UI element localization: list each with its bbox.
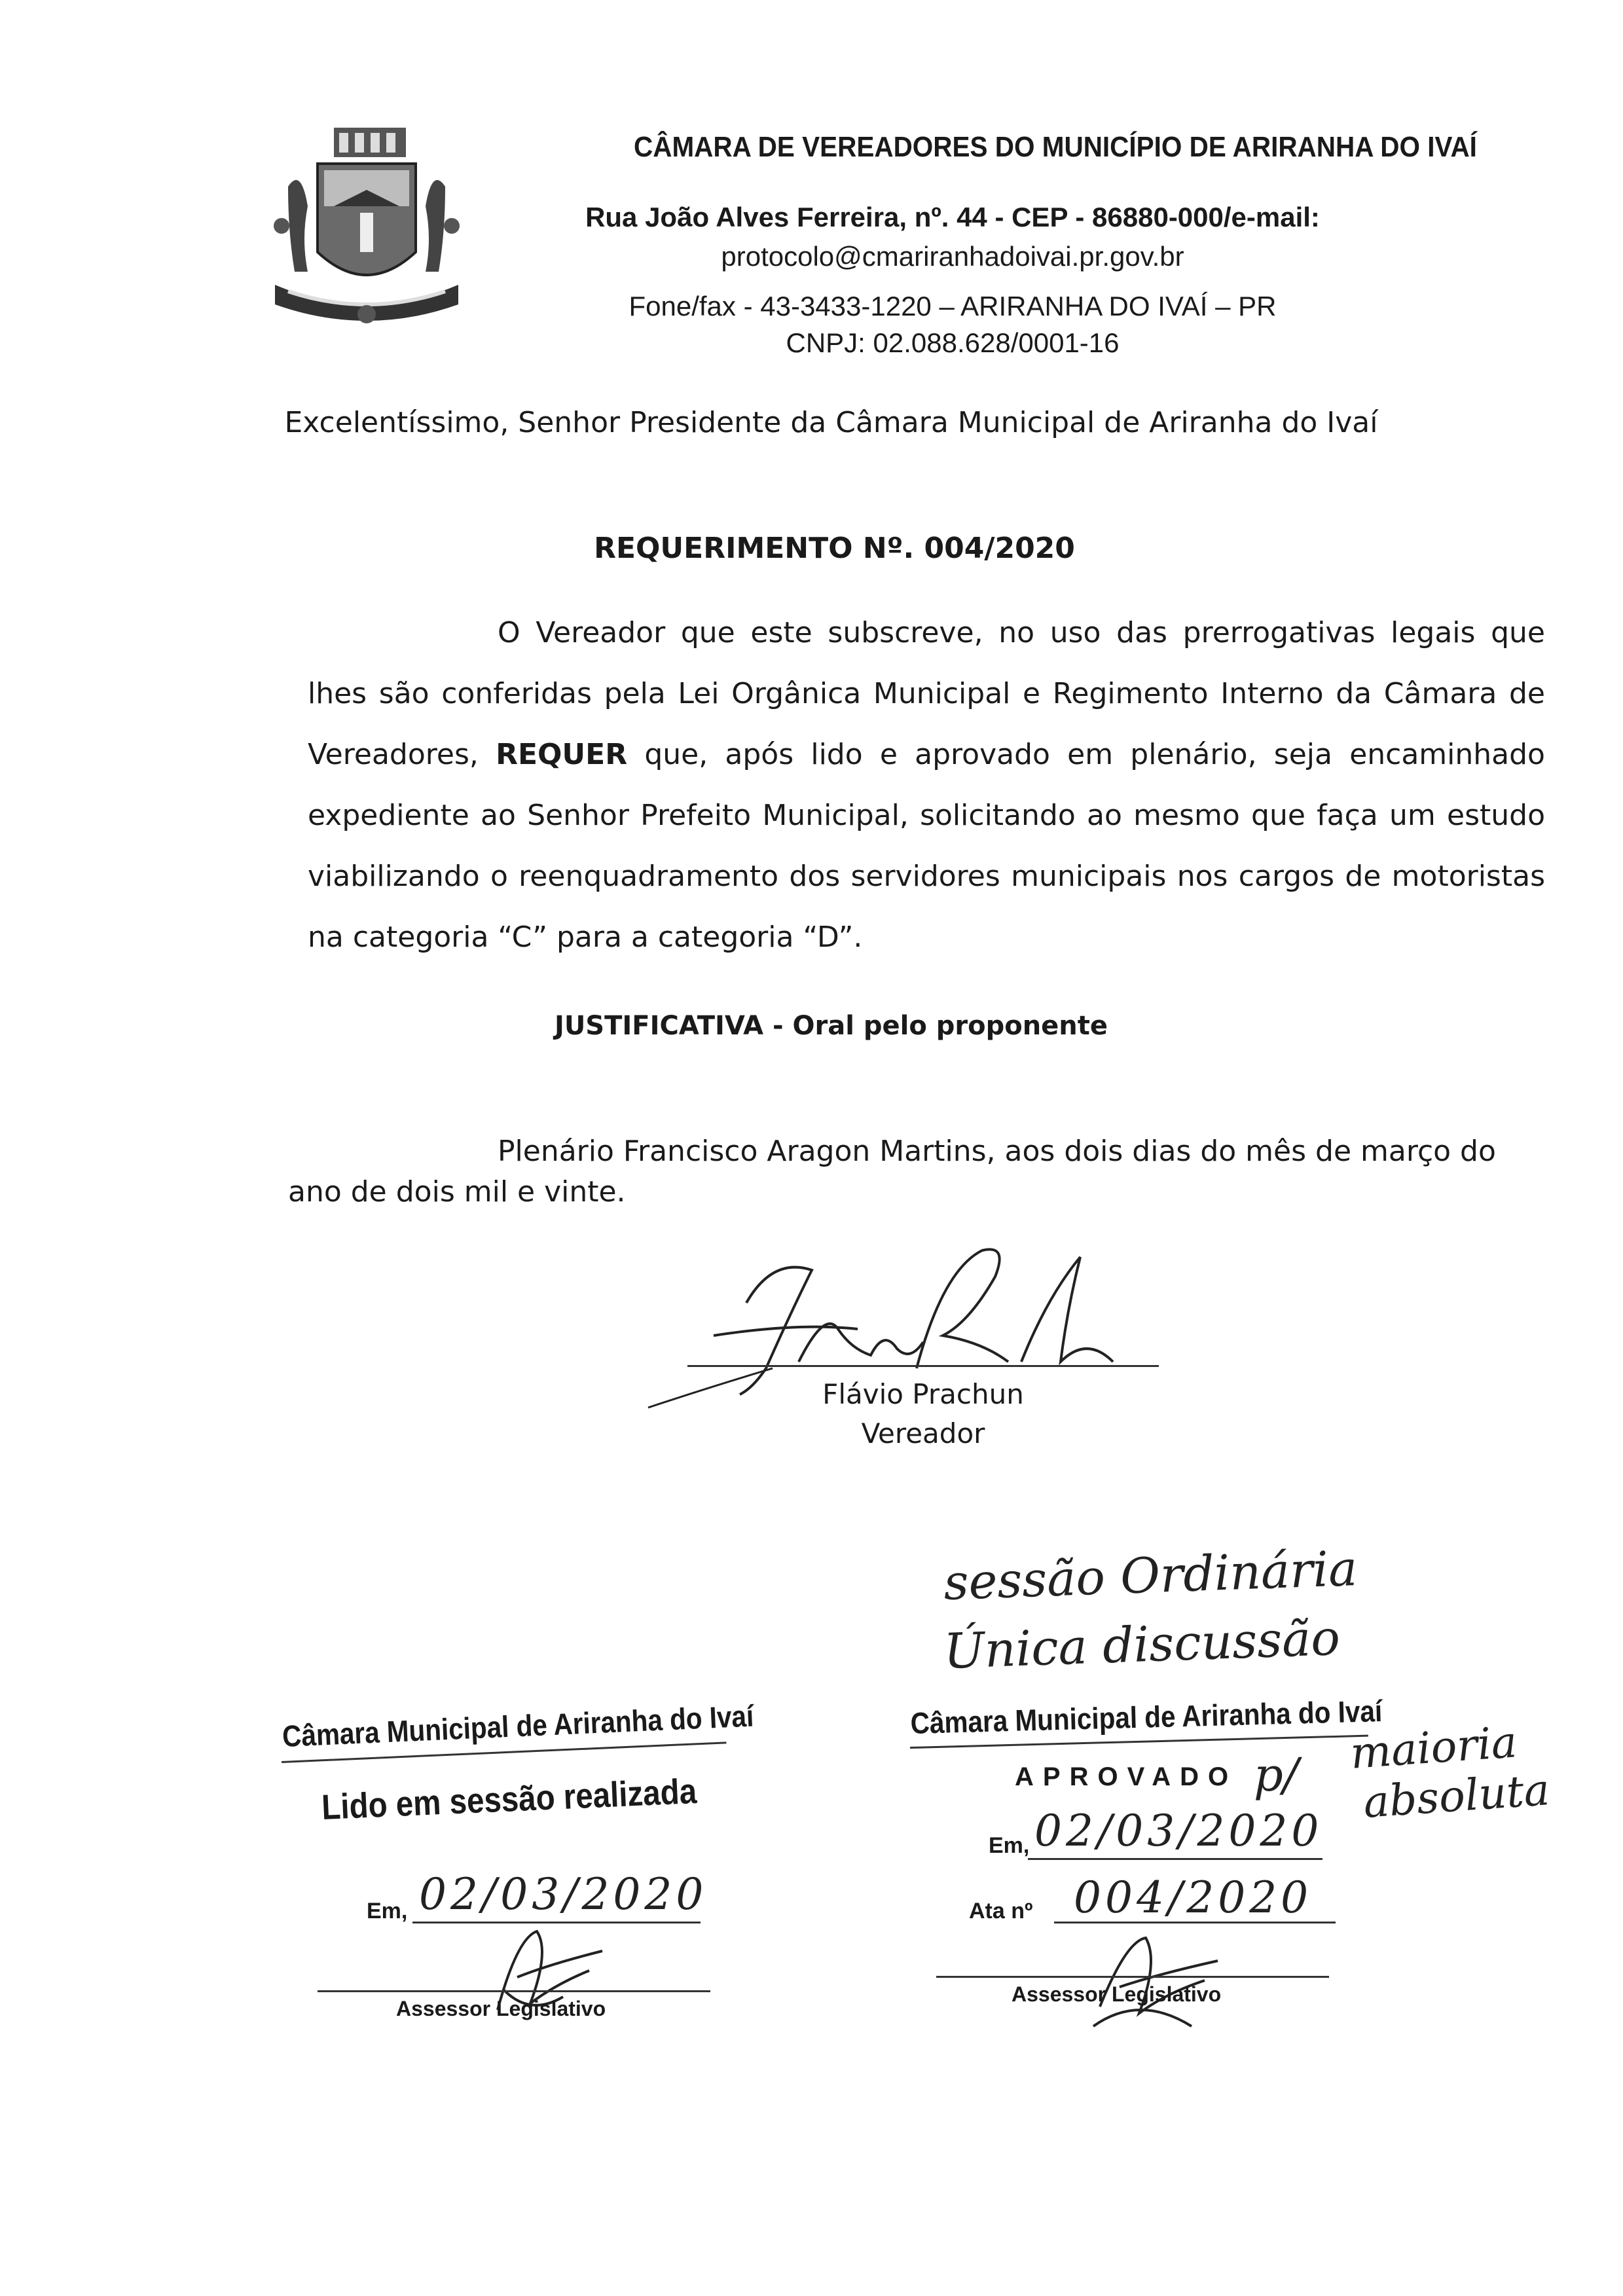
stamp-approved-assessor: Assessor Legislativo	[1012, 1982, 1222, 2006]
stamp-approved-ata-line	[1054, 1922, 1336, 1923]
handwritten-session-type: sessão Ordinária	[943, 1540, 1359, 1611]
body-part1: O Vereador que este subscreve, no uso das prerrogativas legais que lhes são conferidas pela Lei Orgânica Municipal e Regimento Interno da Câmara de Vereadores,	[308, 616, 1545, 771]
handwritten-pl: p/	[1254, 1748, 1299, 1802]
body-requer: REQUER	[496, 738, 628, 771]
stamp-approved-em-label: Em,	[989, 1833, 1030, 1858]
stamp-approved-title: Câmara Municipal de Ariranha do Ivaí	[910, 1694, 1383, 1740]
stamp-approved-status: APROVADO	[1015, 1762, 1238, 1791]
chamber-phone: Fone/fax - 43-3433-1220 – ARIRANHA DO IVAÍ – PR	[629, 291, 1277, 321]
chamber-cnpj: CNPJ: 02.088.628/0001-16	[786, 327, 1120, 358]
salutation: Excelentíssimo, Senhor Presidente da Câmara Municipal de Ariranha do Ivaí	[284, 406, 1378, 439]
closing-paragraph	[288, 1131, 1545, 1212]
handwritten-maioria: maioria	[1349, 1717, 1519, 1779]
request-body	[308, 602, 1545, 968]
stamp-read-title: Câmara Municipal de Ariranha do Ivaí	[282, 1698, 755, 1753]
stamp-approved-initials	[1074, 1928, 1231, 2033]
signatory-block	[687, 1375, 1159, 1453]
stamp-read-date: 02/03/2020	[419, 1869, 708, 1920]
handwritten-discussion: Única discussão	[943, 1609, 1341, 1680]
signature-line	[687, 1365, 1159, 1367]
handwritten-absoluta: absoluta	[1362, 1764, 1552, 1828]
stamp-read-date-line	[412, 1922, 701, 1923]
stamp-approved-ata-number: 004/2020	[1074, 1872, 1313, 1923]
stamp-approved-date-line	[1028, 1858, 1322, 1860]
signatory-role: Vereador	[861, 1417, 985, 1449]
stamp-read-subtitle: Lido em sessão realizada	[321, 1771, 698, 1827]
body-part2: que, após lido e aprovado em plenário, seja encaminhado expediente ao Senhor Prefeito Municipal, solicitando ao mesmo que faça um estudo viabilizando o reenquadramento dos servidores municipais nos cargos de motoristas na categoria “C” para a categoria “D”.	[308, 738, 1545, 954]
closing-text: Plenário Francisco Aragon Martins, aos dois dias do mês de março do ano de dois mil e vinte.	[288, 1135, 1496, 1209]
chamber-title: CÂMARA DE VEREADORES DO MUNICÍPIO DE ARIRANHA DO IVAÍ	[634, 131, 1477, 163]
stamp-approved-assessor-line	[936, 1976, 1329, 1978]
stamp-read-em-label: Em,	[367, 1899, 408, 1923]
stamp-read-assessor: Assessor Legislativo	[396, 1997, 606, 2020]
chamber-address: Rua João Alves Ferreira, nº. 44 - CEP - 86880-000/e-mail:	[585, 202, 1320, 232]
stamp-approved-ata-label: Ata nº	[969, 1899, 1033, 1923]
request-title: REQUERIMENTO Nº. 004/2020	[594, 532, 1075, 565]
signatory-name: Flávio Prachun	[822, 1378, 1024, 1410]
chamber-email: protocolo@cmariranhadoivai.pr.gov.br	[721, 241, 1184, 272]
stamp-approved-date: 02/03/2020	[1034, 1806, 1323, 1856]
justification: JUSTIFICATIVA - Oral pelo proponente	[554, 1011, 1108, 1041]
stamp-read-assessor-line	[318, 1990, 710, 1992]
